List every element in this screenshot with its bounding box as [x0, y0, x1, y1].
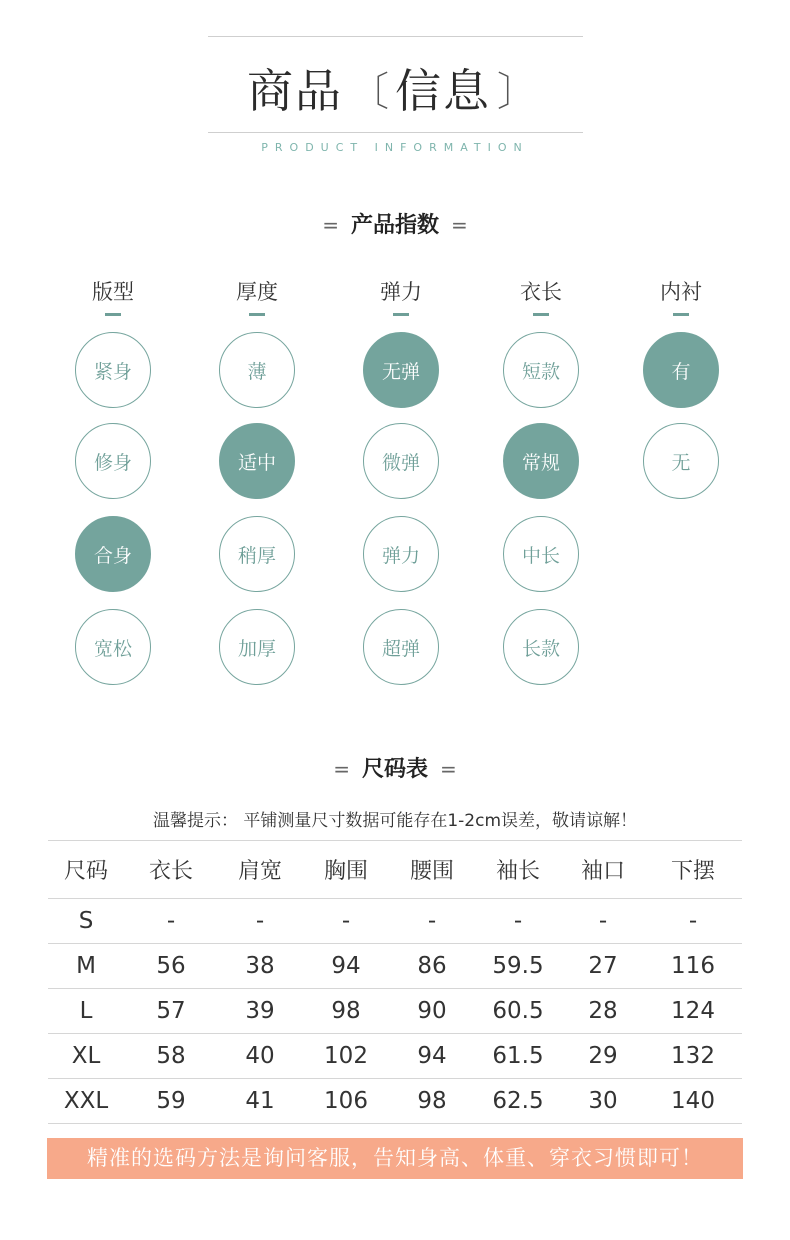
index-column-title: 厚度: [236, 280, 278, 304]
size-value-cell: 94: [390, 1034, 474, 1079]
size-value-cell: 62.5: [474, 1079, 562, 1124]
size-value-cell: 38: [218, 944, 302, 989]
page-subtitle: PRODUCT INFORMATION: [261, 141, 529, 154]
index-option: 加厚: [219, 609, 295, 685]
size-value-cell: 106: [302, 1079, 390, 1124]
index-column: [641, 276, 721, 316]
size-value-cell: 94: [302, 944, 390, 989]
index-option: 宽松: [75, 609, 151, 685]
size-heading-text: 尺码表: [361, 757, 428, 782]
column-underline: [673, 313, 689, 316]
size-value-cell: 56: [124, 944, 218, 989]
size-value-cell: 30: [562, 1079, 644, 1124]
column-underline: [105, 313, 121, 316]
index-column-title: 版型: [92, 280, 134, 304]
index-option-selected: 无弹: [363, 332, 439, 408]
size-table-header-cell: 尺码: [48, 841, 124, 899]
size-label-cell: XXL: [48, 1079, 124, 1124]
size-value-cell: -: [218, 899, 302, 944]
index-heading-text: 产品指数: [350, 213, 439, 238]
size-value-cell: 57: [124, 989, 218, 1034]
column-underline: [393, 313, 409, 316]
index-option: 长款: [503, 609, 579, 685]
size-value-cell: -: [124, 899, 218, 944]
size-table-header-cell: 胸围: [302, 841, 390, 899]
measurement-note: 温馨提示： 平铺测量尺寸数据可能存在1-2cm误差，敬请谅解！: [152, 811, 638, 831]
size-table: [48, 840, 742, 1124]
size-value-cell: -: [562, 899, 644, 944]
title-left: 商品: [247, 64, 343, 118]
index-column-title: 弹力: [380, 280, 422, 304]
heading-eq-left: =: [333, 757, 350, 781]
size-table-header-cell: 袖长: [474, 841, 562, 899]
table-row: [48, 944, 742, 989]
table-row: [48, 989, 742, 1034]
size-value-cell: 28: [562, 989, 644, 1034]
size-value-cell: 132: [644, 1034, 742, 1079]
size-value-cell: 58: [124, 1034, 218, 1079]
index-column: [217, 276, 297, 316]
heading-eq-right: =: [451, 213, 468, 237]
index-option: 微弹: [363, 423, 439, 499]
size-table-header-cell: 腰围: [390, 841, 474, 899]
size-value-cell: 116: [644, 944, 742, 989]
size-value-cell: -: [644, 899, 742, 944]
index-option-selected: 合身: [75, 516, 151, 592]
index-column: [361, 276, 441, 316]
index-option: 紧身: [75, 332, 151, 408]
index-column-title: 内衬: [660, 280, 702, 304]
table-row: [48, 1034, 742, 1079]
size-table-body: [48, 899, 742, 1124]
size-value-cell: 40: [218, 1034, 302, 1079]
index-column: [501, 276, 581, 316]
size-table-header-cell: 衣长: [124, 841, 218, 899]
size-value-cell: 98: [302, 989, 390, 1034]
index-option-selected: 有: [643, 332, 719, 408]
table-row: [48, 1079, 742, 1124]
size-value-cell: 124: [644, 989, 742, 1034]
page-title: [0, 58, 790, 118]
size-table-header-row: [48, 841, 742, 899]
title-right: 信息: [395, 64, 491, 118]
heading-eq-right: =: [440, 757, 457, 781]
size-label-cell: S: [48, 899, 124, 944]
size-label-cell: XL: [48, 1034, 124, 1079]
index-option-selected: 常规: [503, 423, 579, 499]
column-underline: [249, 313, 265, 316]
index-option: 稍厚: [219, 516, 295, 592]
header-bottom-rule: [208, 132, 583, 133]
index-section-heading: [0, 208, 790, 239]
size-value-cell: 59.5: [474, 944, 562, 989]
index-option: 薄: [219, 332, 295, 408]
size-label-cell: M: [48, 944, 124, 989]
index-column-title: 衣长: [520, 280, 562, 304]
size-value-cell: -: [474, 899, 562, 944]
size-value-cell: 39: [218, 989, 302, 1034]
title-bracket-close: 〕: [497, 68, 537, 115]
size-table-header-cell: 袖口: [562, 841, 644, 899]
size-value-cell: 29: [562, 1034, 644, 1079]
index-column: [73, 276, 153, 316]
header-top-rule: [208, 36, 583, 37]
size-advice-banner: 精准的选码方法是询问客服，告知身高、体重、穿衣习惯即可！: [47, 1138, 743, 1179]
index-option: 超弹: [363, 609, 439, 685]
size-section-heading: [0, 752, 790, 783]
index-option: 无: [643, 423, 719, 499]
size-value-cell: 60.5: [474, 989, 562, 1034]
size-value-cell: 61.5: [474, 1034, 562, 1079]
index-option: 中长: [503, 516, 579, 592]
index-option: 修身: [75, 423, 151, 499]
size-value-cell: 90: [390, 989, 474, 1034]
index-option: 短款: [503, 332, 579, 408]
size-value-cell: -: [390, 899, 474, 944]
title-bracket-open: 〔: [349, 68, 389, 115]
index-option-selected: 适中: [219, 423, 295, 499]
size-table-header-cell: 下摆: [644, 841, 742, 899]
column-underline: [533, 313, 549, 316]
size-table-header-cell: 肩宽: [218, 841, 302, 899]
table-row: [48, 899, 742, 944]
size-value-cell: 86: [390, 944, 474, 989]
size-value-cell: 59: [124, 1079, 218, 1124]
size-label-cell: L: [48, 989, 124, 1034]
index-option: 弹力: [363, 516, 439, 592]
size-value-cell: 98: [390, 1079, 474, 1124]
size-value-cell: 41: [218, 1079, 302, 1124]
size-value-cell: 27: [562, 944, 644, 989]
heading-eq-left: =: [322, 213, 339, 237]
size-value-cell: -: [302, 899, 390, 944]
size-value-cell: 102: [302, 1034, 390, 1079]
size-value-cell: 140: [644, 1079, 742, 1124]
